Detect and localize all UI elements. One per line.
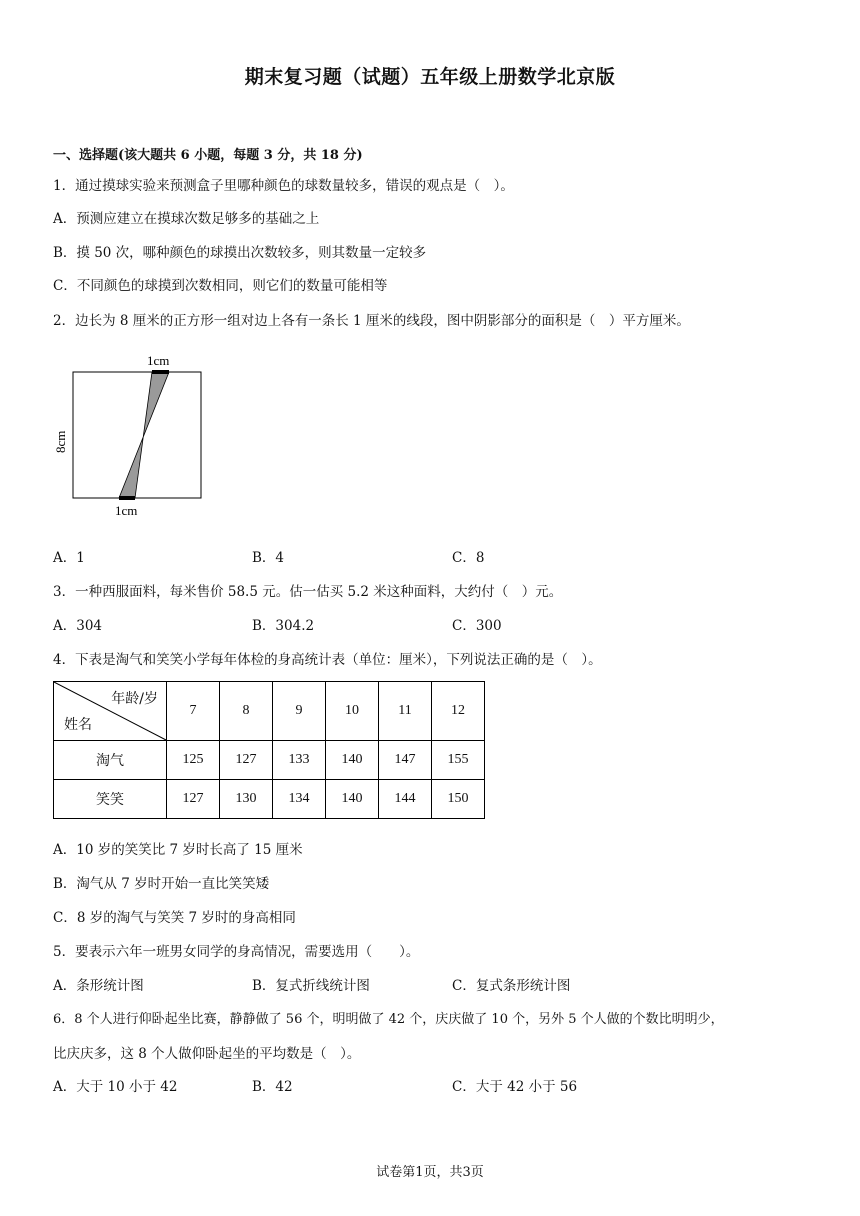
- question-4-option-a: A．10 岁的笑笑比 7 岁时长高了 15 厘米: [53, 842, 303, 858]
- height-table: [53, 681, 485, 819]
- question-4-option-c: C．8 岁的淘气与笑笑 7 岁时的身高相同: [53, 910, 296, 926]
- side-label: 8cm: [53, 430, 68, 453]
- age-cell: 7: [167, 682, 220, 741]
- table-cell: 125: [167, 741, 220, 780]
- age-cell: 11: [379, 682, 432, 741]
- age-cell: 10: [326, 682, 379, 741]
- question-6-stem-line-2: 比庆庆多，这 8 个人做仰卧起坐的平均数是（ ）。: [53, 1046, 361, 1062]
- question-1-option-b: B．摸 50 次，哪种颜色的球摸出次数较多，则其数量一定较多: [53, 245, 427, 261]
- question-5-stem: 5．要表示六年一班男女同学的身高情况，需要选用（ ）。: [53, 944, 420, 960]
- question-6-stem-line-1: 6．8 个人进行仰卧起坐比赛，静静做了 56 个，明明做了 42 个，庆庆做了 10 个，另外 5 个人做的个数比明明少，: [53, 1012, 724, 1027]
- question-5-option-c: C．复式条形统计图: [452, 978, 571, 994]
- question-1-option-c: C．不同颜色的球摸到次数相同，则它们的数量可能相等: [53, 278, 388, 294]
- question-1-stem: 1．通过摸球实验来预测盒子里哪种颜色的球数量较多，错误的观点是（ ）。: [53, 178, 514, 194]
- row-name: 淘气: [54, 741, 167, 780]
- question-4-option-b: B．淘气从 7 岁时开始一直比笑笑矮: [53, 876, 270, 892]
- question-1-option-a: A．预测应建立在摸球次数足够多的基础之上: [53, 211, 320, 227]
- table-cell: 133: [273, 741, 326, 780]
- table-cell: 127: [220, 741, 273, 780]
- age-header: 年龄/岁: [111, 691, 158, 707]
- question-3-option-b: B．304.2: [252, 618, 315, 634]
- top-label: 1cm: [147, 353, 170, 368]
- age-cell: 12: [432, 682, 485, 741]
- table-header-row: [54, 682, 485, 741]
- question-3-option-a: A．304: [53, 618, 103, 634]
- table-cell: 127: [167, 780, 220, 819]
- question-6-option-a: A．大于 10 小于 42: [53, 1079, 178, 1095]
- table-cell: 130: [220, 780, 273, 819]
- table-cell: 144: [379, 780, 432, 819]
- table-cell: 140: [326, 780, 379, 819]
- question-5-option-a: A．条形统计图: [53, 978, 144, 994]
- table-corner-cell: [54, 682, 167, 741]
- page-footer: 试卷第1页，共3页: [376, 1165, 484, 1180]
- square-figure: [48, 350, 208, 526]
- age-cell: 8: [220, 682, 273, 741]
- question-3-stem: 3．一种西服面料，每米售价 58.5 元。估一估买 5.2 米这种面料，大约付（ ）元。: [53, 584, 563, 600]
- question-2-option-a: A．1: [53, 550, 85, 566]
- question-2-option-c: C．8: [452, 550, 485, 566]
- table-cell: 155: [432, 741, 485, 780]
- age-cell: 9: [273, 682, 326, 741]
- question-6-option-b: B．42: [252, 1079, 293, 1095]
- table-row: [54, 741, 485, 780]
- table-cell: 147: [379, 741, 432, 780]
- question-4-stem: 4．下表是淘气和笑笑小学每年体检的身高统计表（单位：厘米），下列说法正确的是（ ）。: [53, 652, 602, 668]
- question-3-option-c: C．300: [452, 618, 502, 634]
- shaded-region: [119, 372, 169, 498]
- table-cell: 150: [432, 780, 485, 819]
- bottom-label: 1cm: [115, 503, 138, 518]
- question-2-option-b: B．4: [252, 550, 285, 566]
- square-diagram: [48, 350, 208, 522]
- table-cell: 140: [326, 741, 379, 780]
- table-cell: 134: [273, 780, 326, 819]
- table-row: [54, 780, 485, 819]
- section-heading: 一、选择题(该大题共 6 小题，每题 3 分，共 18 分): [53, 148, 363, 163]
- page-title: 期末复习题（试题）五年级上册数学北京版: [244, 66, 616, 88]
- question-2-stem: 2．边长为 8 厘米的正方形一组对边上各有一条长 1 厘米的线段，图中阴影部分的面积是（ ）平方厘米。: [53, 313, 690, 329]
- question-6-option-c: C．大于 42 小于 56: [452, 1079, 578, 1095]
- name-header: 姓名: [64, 717, 92, 733]
- question-5-option-b: B．复式折线统计图: [252, 978, 370, 994]
- row-name: 笑笑: [54, 780, 167, 819]
